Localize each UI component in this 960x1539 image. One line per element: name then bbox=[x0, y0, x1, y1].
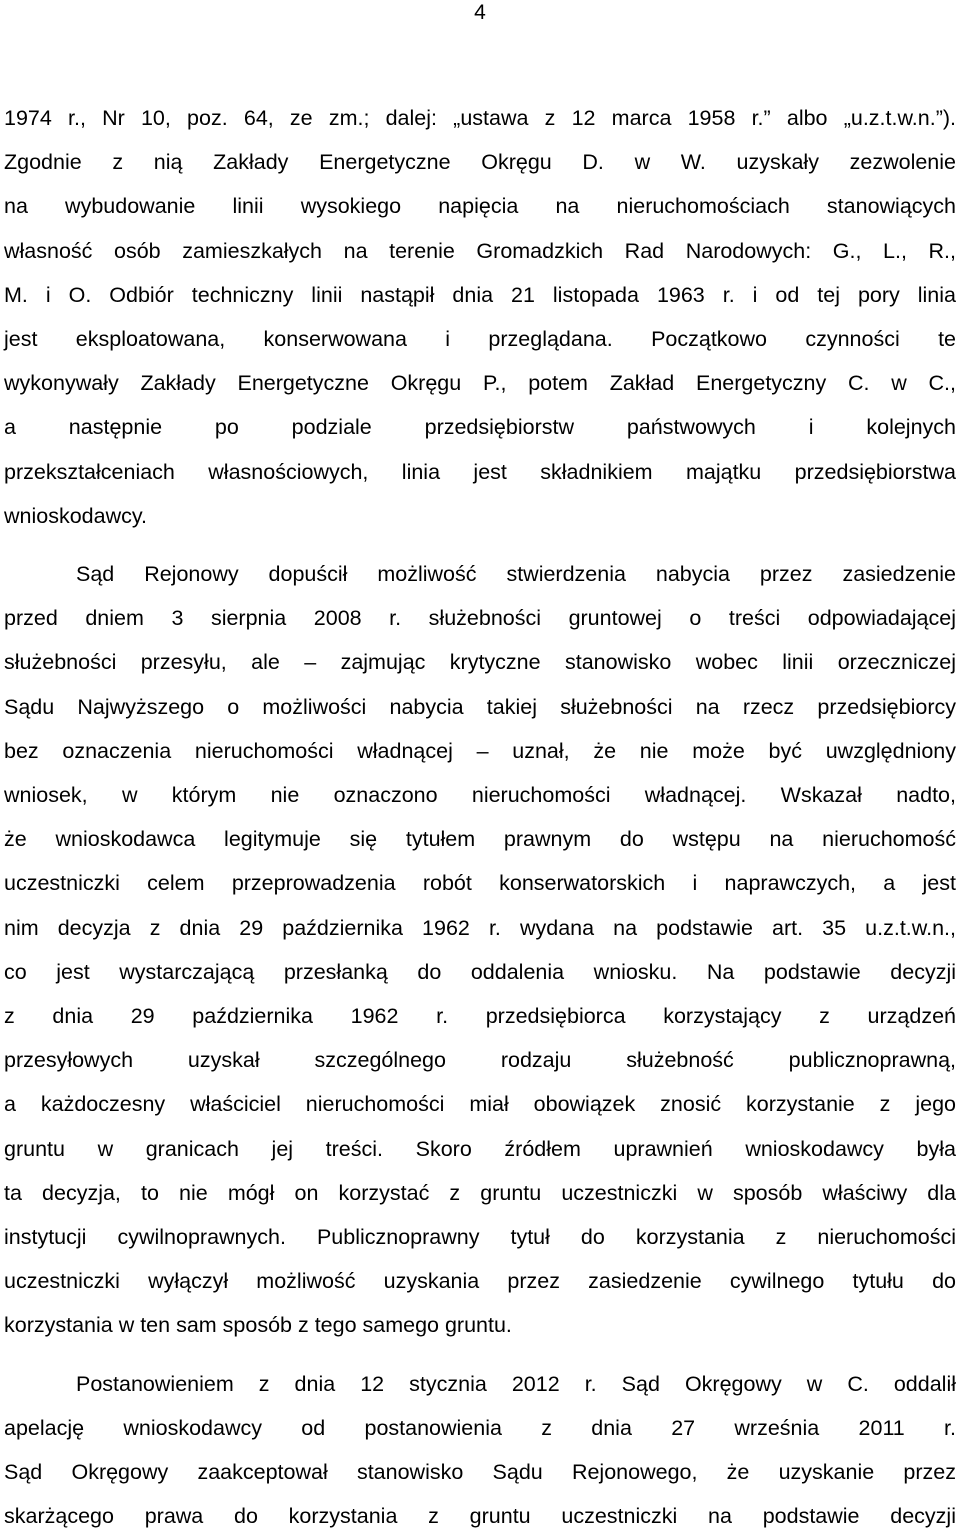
text-line: Postanowieniem z dnia 12 stycznia 2012 r. Sąd Okręgowy w C. oddalił bbox=[76, 1371, 956, 1396]
text-line: jest eksploatowana, konserwowana i przeglądana. Początkowo czynności te bbox=[4, 327, 956, 352]
paragraph-gap bbox=[4, 1348, 956, 1362]
text-line: instytucji cywilnoprawnych. Publicznoprawny tytuł do korzystania z nieruchomości bbox=[4, 1225, 956, 1250]
text-line: skarżącego prawa do korzystania z gruntu uczestniczki na podstawie decyzji bbox=[4, 1504, 956, 1529]
text-line: własność osób zamieszkałych na terenie Gromadzkich Rad Narodowych: G., L., R., bbox=[4, 238, 956, 263]
text-line: że wnioskodawca legitymuje się tytułem prawnym do wstępu na nieruchomość bbox=[4, 827, 956, 852]
text-line: wykonywały Zakłady Energetyczne Okręgu P., potem Zakład Energetyczny C. w C., bbox=[4, 371, 956, 396]
text-line: Sąd Rejonowy dopuścił możliwość stwierdzenia nabycia przez zasiedzenie bbox=[76, 562, 956, 587]
text-line: M. i O. Odbiór techniczny linii nastąpił dnia 21 listopada 1963 r. i od tej pory linia bbox=[4, 282, 956, 307]
text-line: 1974 r., Nr 10, poz. 64, ze zm.; dalej: „ustawa z 12 marca 1958 r.” albo „u.z.t.w.n.”). bbox=[4, 106, 956, 130]
text-line: gruntu w granicach jej treści. Skoro źródłem uprawnień wnioskodawcy była bbox=[4, 1136, 956, 1161]
text-line: służebności przesyłu, ale – zajmując krytyczne stanowisko wobec linii orzeczniczej bbox=[4, 650, 956, 675]
text-line: ta decyzja, to nie mógł on korzystać z gruntu uczestniczki w sposób właściwy dla bbox=[4, 1180, 956, 1205]
text-line: z dnia 29 października 1962 r. przedsiębiorca korzystający z urządzeń bbox=[4, 1004, 956, 1029]
text-line: wniosek, w którym nie oznaczono nieruchomości władnącej. Wskazał nadto, bbox=[4, 783, 956, 808]
text-line: przekształceniach własnościowych, linia jest składnikiem majątku przedsiębiorstwa bbox=[4, 459, 956, 484]
text-line: korzystania w ten sam sposób z tego samego gruntu. bbox=[4, 1313, 512, 1338]
document-body bbox=[4, 96, 956, 1539]
text-line: bez oznaczenia nieruchomości władnącej – uznał, że nie może być uwzględniony bbox=[4, 738, 956, 763]
text-line: Zgodnie z nią Zakłady Energetyczne Okręgu D. w W. uzyskały zezwolenie bbox=[4, 150, 956, 175]
text-line: uczestniczki celem przeprowadzenia robót konserwatorskich i naprawczych, a jest bbox=[4, 871, 956, 896]
text-line: a następnie po podziale przedsiębiorstw państwowych i kolejnych bbox=[4, 415, 956, 440]
text-line: przesyłowych uzyskał szczególnego rodzaju służebność publicznoprawną, bbox=[4, 1048, 956, 1073]
text-line: na wybudowanie linii wysokiego napięcia na nieruchomościach stanowiących bbox=[4, 194, 956, 219]
text-line: apelację wnioskodawcy od postanowienia z dnia 27 września 2011 r. bbox=[4, 1415, 956, 1440]
text-line: przed dniem 3 sierpnia 2008 r. służebności gruntowej o treści odpowiadającej bbox=[4, 606, 956, 631]
paragraph-2 bbox=[4, 552, 956, 1348]
text-line: co jest wystarczającą przesłanką do oddalenia wniosku. Na podstawie decyzji bbox=[4, 959, 956, 984]
text-line: Sądu Najwyższego o możliwości nabycia takiej służebności na rzecz przedsiębiorcy bbox=[4, 694, 956, 719]
page-number: 4 bbox=[474, 1, 486, 24]
text-line: wnioskodawcy. bbox=[4, 503, 147, 528]
paragraph-3 bbox=[4, 1362, 956, 1539]
paragraph-1 bbox=[4, 96, 956, 538]
text-line: Sąd Okręgowy zaakceptował stanowisko Sądu Rejonowego, że uzyskanie przez bbox=[4, 1460, 956, 1485]
text-line: nim decyzja z dnia 29 października 1962 r. wydana na podstawie art. 35 u.z.t.w.n., bbox=[4, 915, 956, 940]
paragraph-gap bbox=[4, 538, 956, 552]
text-line: a każdoczesny właściciel nieruchomości miał obowiązek znosić korzystanie z jego bbox=[4, 1092, 956, 1117]
text-line: uczestniczki wyłączył możliwość uzyskania przez zasiedzenie cywilnego tytułu do bbox=[4, 1269, 956, 1294]
